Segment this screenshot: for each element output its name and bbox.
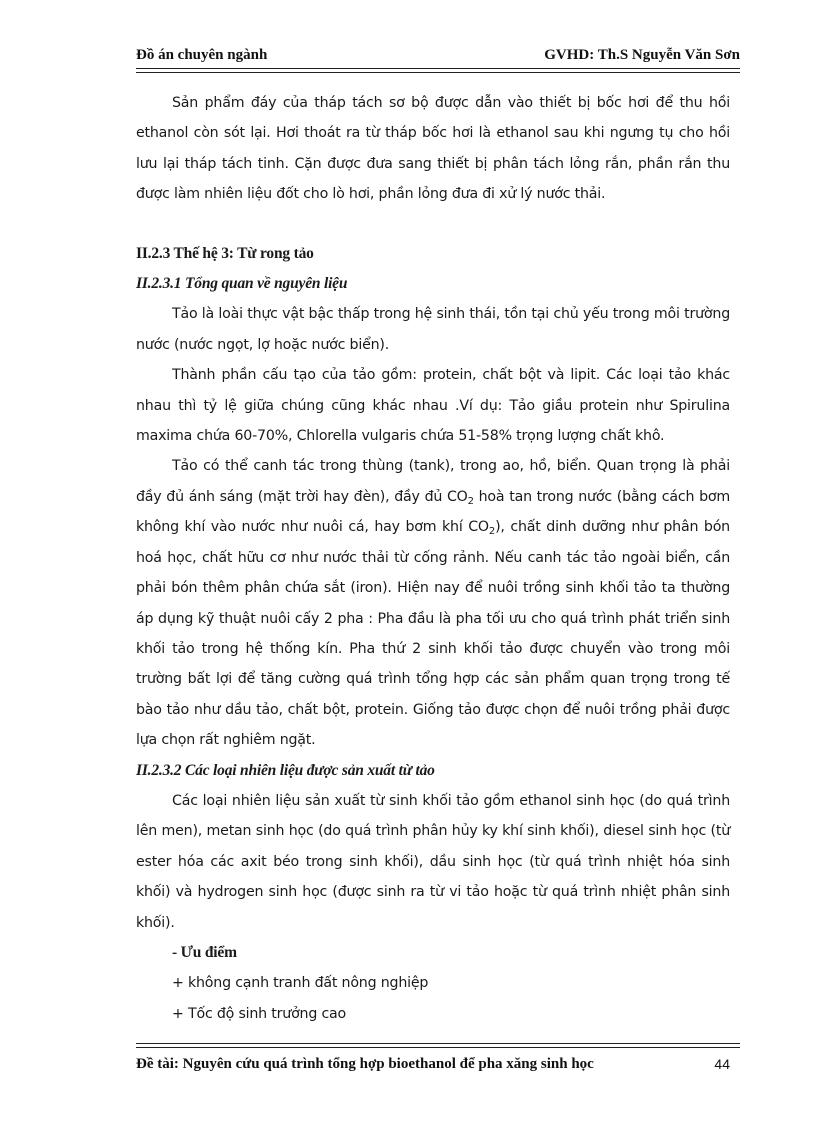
subsection-heading-fuels: II.2.3.2 Các loại nhiên liệu được sản xuất từ tảo xyxy=(136,761,435,779)
cultivation-text-b: hoà tan trong nước (bằng cách bơm không khí vào nước như nuôi cá, hay bơm khí CO xyxy=(136,488,730,536)
header-divider xyxy=(136,68,740,73)
cultivation-text-a: Tảo có thể canh tác trong thùng (tank), trong ao, hồ, biển. Quan trọng là phải đầy đủ ánh sáng (mặt trời hay đèn), đầy đủ CO xyxy=(136,458,730,505)
paragraph-algae-definition: Tảo là loài thực vật bậc thấp trong hệ sinh thái, tồn tại chủ yếu trong môi trường nước (nước ngọt, lợ hoặc nước biển). xyxy=(136,306,730,353)
paragraph-algae-fuels: Các loại nhiên liệu sản xuất từ sinh khối tảo gồm ethanol sinh học (do quá trình lên men), metan sinh học (do quá trình phân hủy ky khí sinh khối), diesel sinh học (từ ester hóa các axit béo trong sinh khối), dầu sinh học (từ quá trình nhiệt hóa sinh khối) và hydrogen sinh học (được sinh ra từ vi tảo hoặc từ quá trình nhiệt phân sinh khối). xyxy=(136,792,730,931)
paragraph-algae-cultivation xyxy=(136,451,730,755)
cultivation-text-c: ), chất dinh dưỡng như phân bón hoá học, chất hữu cơ như nước thải từ cống rảnh. Nếu canh tác tảo ngoài biển, cần phải bón thêm phân chứa sắt (iron). Hiện nay để nuôi trồng sinh khối tảo ta thường áp dụng kỹ thuật nuôi cấy 2 pha : Pha đầu là pha tối ưu cho quá trình phát triển sinh khối tảo trong hệ thống kín. Pha thứ 2 sinh khối tảo được chuyển vào trong môi trường bất lợi để tăng cường quá trình tổng hợp các sản phẩm quan trọng trong tế bào tảo như dầu tảo, chất bột, protein. Giống tảo được chọn để nuôi trồng phải được lựa chọn rất nghiêm ngặt. xyxy=(136,519,730,749)
co2-subscript: 2 xyxy=(488,526,496,538)
paragraph-algae-composition: Thành phần cấu tạo của tảo gồm: protein, chất bột và lipit. Các loại tảo khác nhau thì tỷ lệ giữa chúng cũng khác nhau .Ví dụ: Tảo giầu protein như Spirulina maxima chứa 60-70%, Chlorella vulgaris chứa 51-58% trọng lượng chất khô. xyxy=(136,367,730,445)
page-footer xyxy=(136,1056,740,1078)
section-heading-gen3: II.2.3 Thế hệ 3: Từ rong tảo xyxy=(136,244,314,262)
footer-thesis-title: Đề tài: Nguyên cứu quá trình tổng hợp bioethanol để pha xăng sinh học xyxy=(136,1056,594,1072)
header-course-title: Đồ án chuyên ngành xyxy=(136,47,268,63)
page-number: 44 xyxy=(714,1056,730,1072)
advantage-item: + không cạnh tranh đất nông nghiệp xyxy=(172,975,429,992)
header-supervisor: GVHD: Th.S Nguyễn Văn Sơn xyxy=(544,47,740,63)
co2-subscript: 2 xyxy=(467,495,474,507)
page-body xyxy=(136,88,730,1029)
page-header xyxy=(136,47,740,69)
footer-divider xyxy=(136,1043,740,1048)
advantages-label: - Ưu điểm xyxy=(172,943,237,961)
advantage-item: + Tốc độ sinh trưởng cao xyxy=(172,1005,347,1022)
subsection-heading-overview: II.2.3.1 Tổng quan về nguyên liệu xyxy=(136,275,348,293)
paragraph-evaporator: Sản phẩm đáy của tháp tách sơ bộ được dẫn vào thiết bị bốc hơi để thu hồi ethanol còn sót lại. Hơi thoát ra từ tháp bốc hơi là ethanol sau khi ngưng tụ cho hồi lưu lại tháp tách tinh. Cặn được đưa sang thiết bị phân tách lỏng rắn, phần rắn thu được làm nhiên liệu đốt cho lò hơi, phần lỏng đưa đi xử lý nước thải. xyxy=(136,95,730,203)
